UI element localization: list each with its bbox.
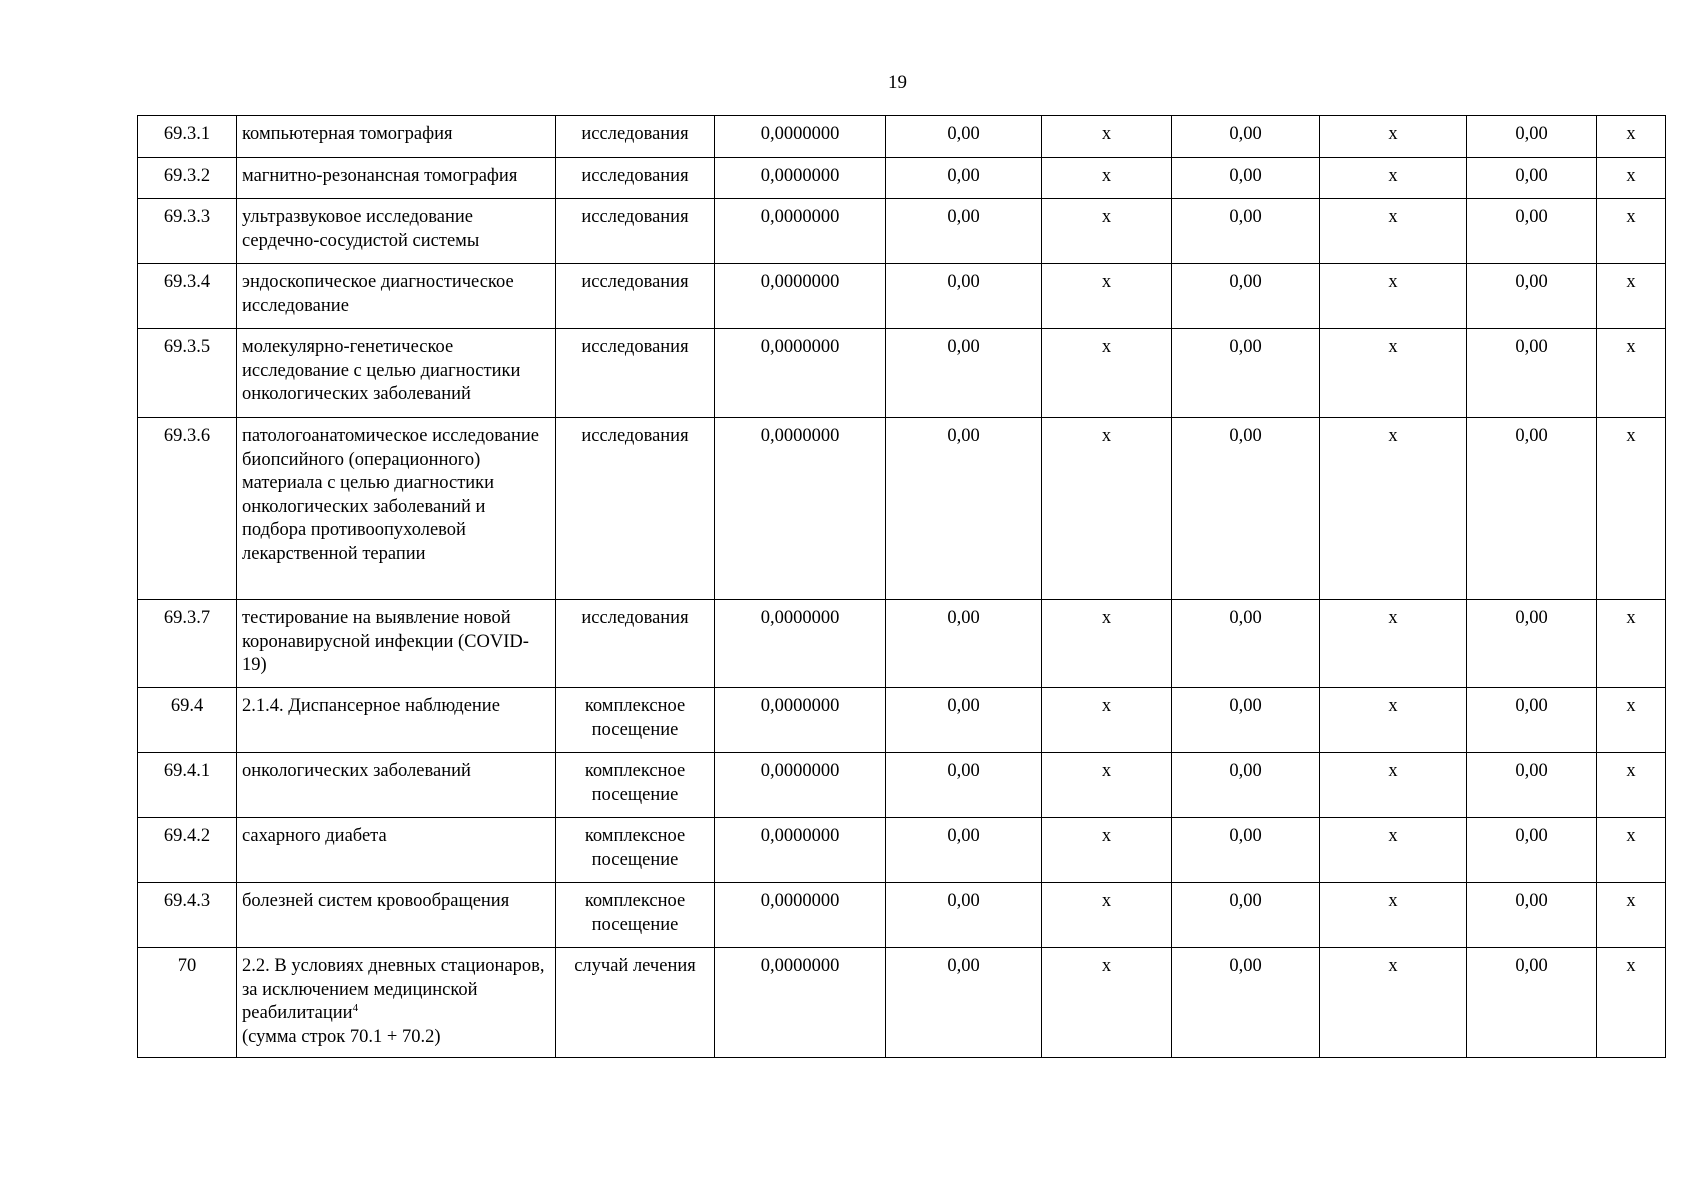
value-cell-4: 0,00	[1172, 158, 1320, 199]
row-name-cell: эндоскопическое диагностическое исследование	[237, 264, 556, 329]
value-cell-1: 0,0000000	[715, 883, 886, 948]
value-cell-4: 0,00	[1172, 264, 1320, 329]
row-number-cell: 69.3.5	[138, 329, 237, 418]
value-cell-5: х	[1320, 199, 1467, 264]
value-cell-4: 0,00	[1172, 116, 1320, 158]
row-name-cell: магнитно-резонансная томография	[237, 158, 556, 199]
value-cell-5: х	[1320, 418, 1467, 600]
row-name-cell: сахарного диабета	[237, 818, 556, 883]
row-name-cell: компьютерная томография	[237, 116, 556, 158]
value-cell-4: 0,00	[1172, 948, 1320, 1058]
table-row	[138, 264, 1666, 329]
value-cell-2: 0,00	[886, 264, 1042, 329]
page-number: 19	[888, 72, 907, 93]
row-name-cell: патологоанатомическое исследование биопсийного (операционного) материала с целью диагностики онкологических заболеваний и подбора противоопухолевой лекарственной терапии	[237, 418, 556, 600]
value-cell-4: 0,00	[1172, 418, 1320, 600]
table-row	[138, 948, 1666, 1058]
row-unit-cell: исследования	[556, 199, 715, 264]
value-cell-1: 0,0000000	[715, 418, 886, 600]
value-cell-7: х	[1597, 818, 1666, 883]
row-name-cell: тестирование на выявление новой коронавирусной инфекции (COVID-19)	[237, 600, 556, 688]
row-name-cell	[237, 948, 556, 1058]
value-cell-7: х	[1597, 264, 1666, 329]
row-name-cell: болезней систем кровообращения	[237, 883, 556, 948]
value-cell-5: х	[1320, 883, 1467, 948]
value-cell-1: 0,0000000	[715, 600, 886, 688]
table-row	[138, 753, 1666, 818]
row-unit-cell: исследования	[556, 158, 715, 199]
value-cell-6: 0,00	[1467, 158, 1597, 199]
row-unit-cell: исследования	[556, 264, 715, 329]
row-unit-cell: комплексное посещение	[556, 753, 715, 818]
row-number-cell: 69.3.4	[138, 264, 237, 329]
value-cell-2: 0,00	[886, 418, 1042, 600]
value-cell-2: 0,00	[886, 753, 1042, 818]
value-cell-7: х	[1597, 199, 1666, 264]
row-number-cell: 69.3.1	[138, 116, 237, 158]
value-cell-1: 0,0000000	[715, 948, 886, 1058]
value-cell-3: х	[1042, 418, 1172, 600]
row-number-cell: 69.4.2	[138, 818, 237, 883]
value-cell-1: 0,0000000	[715, 116, 886, 158]
value-cell-5: х	[1320, 329, 1467, 418]
value-cell-3: х	[1042, 818, 1172, 883]
value-cell-5: х	[1320, 818, 1467, 883]
footnote-marker: 4	[352, 1001, 359, 1014]
value-cell-6: 0,00	[1467, 600, 1597, 688]
row-number-cell: 69.4.1	[138, 753, 237, 818]
value-cell-2: 0,00	[886, 600, 1042, 688]
row-number-cell: 69.3.2	[138, 158, 237, 199]
value-cell-5: х	[1320, 116, 1467, 158]
value-cell-5: х	[1320, 948, 1467, 1058]
value-cell-5: х	[1320, 600, 1467, 688]
row-name-text: 2.2. В условиях дневных стационаров, за исключением медицинской реабилитации	[242, 956, 545, 1023]
value-cell-3: х	[1042, 948, 1172, 1058]
data-table	[137, 115, 1666, 1058]
value-cell-4: 0,00	[1172, 329, 1320, 418]
value-cell-1: 0,0000000	[715, 753, 886, 818]
row-number-cell: 69.4.3	[138, 883, 237, 948]
table-row	[138, 883, 1666, 948]
table-row	[138, 199, 1666, 264]
value-cell-1: 0,0000000	[715, 199, 886, 264]
row-unit-cell: комплексное посещение	[556, 688, 715, 753]
row-unit-cell: исследования	[556, 600, 715, 688]
value-cell-3: х	[1042, 264, 1172, 329]
value-cell-6: 0,00	[1467, 329, 1597, 418]
value-cell-4: 0,00	[1172, 818, 1320, 883]
value-cell-1: 0,0000000	[715, 264, 886, 329]
value-cell-7: х	[1597, 329, 1666, 418]
value-cell-6: 0,00	[1467, 418, 1597, 600]
table-row	[138, 418, 1666, 600]
row-number-cell: 69.3.6	[138, 418, 237, 600]
value-cell-7: х	[1597, 948, 1666, 1058]
row-unit-cell: комплексное посещение	[556, 818, 715, 883]
value-cell-6: 0,00	[1467, 116, 1597, 158]
value-cell-6: 0,00	[1467, 883, 1597, 948]
value-cell-7: х	[1597, 753, 1666, 818]
value-cell-4: 0,00	[1172, 199, 1320, 264]
value-cell-3: х	[1042, 199, 1172, 264]
value-cell-7: х	[1597, 158, 1666, 199]
value-cell-7: х	[1597, 418, 1666, 600]
value-cell-6: 0,00	[1467, 948, 1597, 1058]
value-cell-6: 0,00	[1467, 818, 1597, 883]
row-name-cell: 2.1.4. Диспансерное наблюдение	[237, 688, 556, 753]
row-unit-cell: исследования	[556, 418, 715, 600]
value-cell-1: 0,0000000	[715, 818, 886, 883]
row-unit-cell: случай лечения	[556, 948, 715, 1058]
value-cell-7: х	[1597, 883, 1666, 948]
value-cell-2: 0,00	[886, 948, 1042, 1058]
value-cell-5: х	[1320, 264, 1467, 329]
row-unit-cell: исследования	[556, 116, 715, 158]
value-cell-2: 0,00	[886, 818, 1042, 883]
table-row	[138, 329, 1666, 418]
value-cell-3: х	[1042, 158, 1172, 199]
row-name-cell: молекулярно-генетическое исследование с целью диагностики онкологических заболеваний	[237, 329, 556, 418]
value-cell-6: 0,00	[1467, 688, 1597, 753]
table-row	[138, 600, 1666, 688]
value-cell-7: х	[1597, 116, 1666, 158]
row-unit-cell: комплексное посещение	[556, 883, 715, 948]
value-cell-7: х	[1597, 688, 1666, 753]
table-row	[138, 116, 1666, 158]
value-cell-1: 0,0000000	[715, 688, 886, 753]
row-name-cell: ультразвуковое исследование сердечно-сосудистой системы	[237, 199, 556, 264]
value-cell-2: 0,00	[886, 883, 1042, 948]
value-cell-4: 0,00	[1172, 883, 1320, 948]
value-cell-5: х	[1320, 158, 1467, 199]
row-number-cell: 69.3.3	[138, 199, 237, 264]
value-cell-1: 0,0000000	[715, 158, 886, 199]
value-cell-6: 0,00	[1467, 753, 1597, 818]
value-cell-3: х	[1042, 116, 1172, 158]
value-cell-3: х	[1042, 883, 1172, 948]
value-cell-5: х	[1320, 753, 1467, 818]
value-cell-3: х	[1042, 688, 1172, 753]
value-cell-2: 0,00	[886, 158, 1042, 199]
table-row	[138, 688, 1666, 753]
value-cell-6: 0,00	[1467, 199, 1597, 264]
value-cell-4: 0,00	[1172, 753, 1320, 818]
row-name-cell: онкологических заболеваний	[237, 753, 556, 818]
value-cell-2: 0,00	[886, 199, 1042, 264]
value-cell-3: х	[1042, 753, 1172, 818]
row-number-cell: 70	[138, 948, 237, 1058]
row-number-cell: 69.4	[138, 688, 237, 753]
row-name-note: (сумма строк 70.1 + 70.2)	[242, 1026, 441, 1047]
value-cell-2: 0,00	[886, 688, 1042, 753]
value-cell-3: х	[1042, 600, 1172, 688]
value-cell-4: 0,00	[1172, 688, 1320, 753]
value-cell-2: 0,00	[886, 116, 1042, 158]
table-body	[138, 116, 1666, 1058]
value-cell-6: 0,00	[1467, 264, 1597, 329]
value-cell-4: 0,00	[1172, 600, 1320, 688]
table-row	[138, 158, 1666, 199]
value-cell-5: х	[1320, 688, 1467, 753]
row-unit-cell: исследования	[556, 329, 715, 418]
value-cell-1: 0,0000000	[715, 329, 886, 418]
table-row	[138, 818, 1666, 883]
value-cell-3: х	[1042, 329, 1172, 418]
value-cell-7: х	[1597, 600, 1666, 688]
value-cell-2: 0,00	[886, 329, 1042, 418]
row-number-cell: 69.3.7	[138, 600, 237, 688]
